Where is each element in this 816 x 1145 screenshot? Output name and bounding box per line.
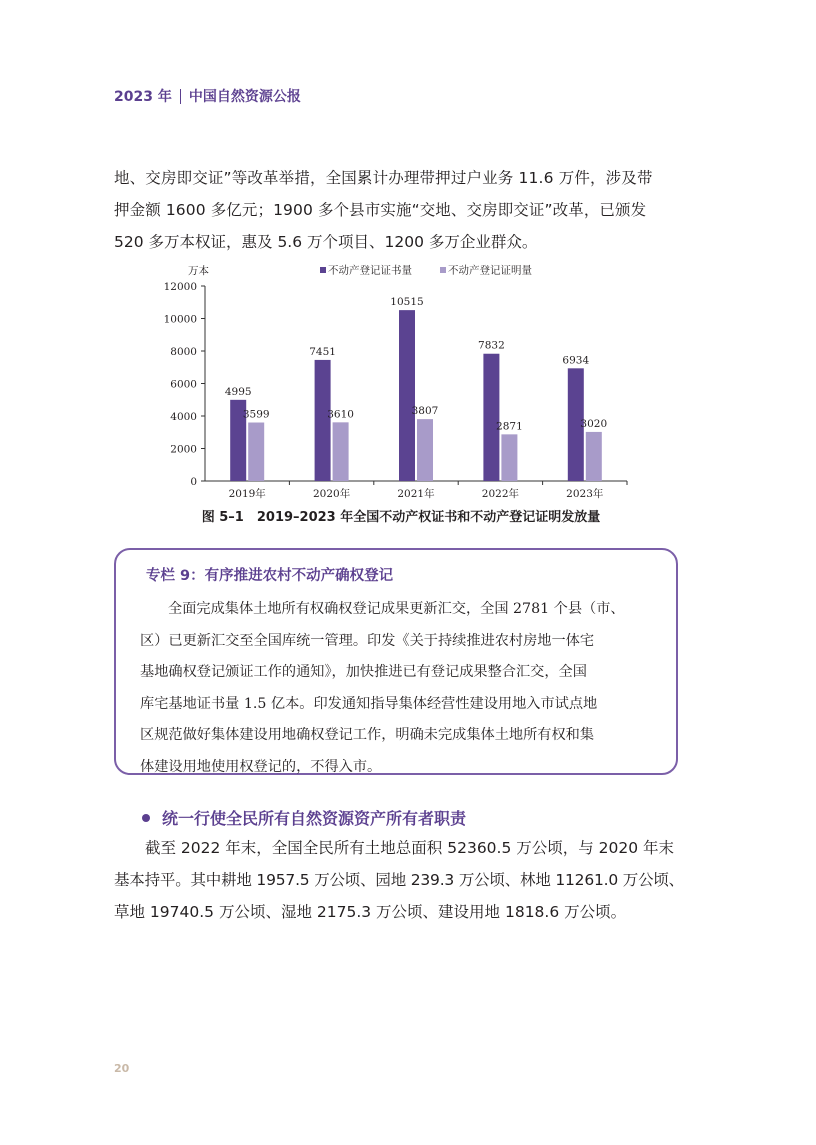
bar [501, 434, 517, 481]
header-title: 中国自然资源公报 [188, 89, 301, 105]
paragraph-line: 基本持平。其中耕地 1957.5 万公顷、园地 239.3 万公顷、林地 11261.0 万公顷、 [114, 871, 684, 889]
body-paragraph [114, 832, 688, 928]
y-tick-label: 4000 [170, 411, 197, 423]
box-body [140, 594, 660, 783]
header-separator [180, 89, 181, 104]
paragraph-line: 520 多万本权证，惠及 5.6 万个项目、1200 多万企业群众。 [114, 233, 538, 251]
data-label: 4995 [224, 385, 252, 398]
x-tick-label: 2021年 [397, 488, 435, 500]
box-line: 基地确权登记颁证工作的通知》，加快推进已有登记成果整合汇交，全国 [140, 664, 587, 680]
data-label: 2871 [496, 420, 523, 433]
paragraph-line: 截至 2022 年末，全国全民所有土地总面积 52360.5 万公顷，与 2020 年末 [145, 839, 675, 857]
header-year: 2023 年 [114, 89, 172, 105]
box-line: 区）已更新汇交至全国库统一管理。印发《关于持续推进农村房地一体宅 [140, 632, 595, 649]
bar [417, 419, 433, 481]
bar-chart [160, 258, 640, 508]
x-tick-label: 2023年 [566, 488, 604, 500]
legend-swatch [440, 267, 446, 273]
legend-label: 不动产登记证明量 [448, 264, 532, 277]
feature-box [114, 548, 678, 775]
bar [248, 423, 264, 481]
legend-label: 不动产登记证书量 [328, 264, 412, 277]
data-label: 3020 [580, 417, 608, 430]
box-line: 全面完成集体土地所有权确权登记成果更新汇交，全国 2781 个县（市、 [168, 601, 625, 617]
y-tick-label: 2000 [170, 443, 197, 456]
data-label: 7832 [478, 339, 505, 352]
box-line: 区规范做好集体建设用地确权登记工作，明确未完成集体土地所有权和集 [140, 727, 595, 743]
data-label: 3599 [242, 408, 270, 421]
box-line: 体建设用地使用权登记的，不得入市。 [140, 758, 382, 775]
y-tick-label: 12000 [163, 281, 197, 293]
bar [399, 310, 415, 481]
y-tick-label: 0 [190, 476, 197, 488]
bar [333, 422, 349, 481]
paragraph-line: 草地 19740.5 万公顷、湿地 2175.3 万公顷、建设用地 1818.6 万公顷。 [114, 903, 627, 921]
bar [483, 354, 499, 481]
box-title: 专栏 9：有序推进农村不动产确权登记 [146, 568, 394, 584]
bar [315, 360, 331, 481]
intro-paragraph [114, 162, 688, 258]
x-tick-label: 2020年 [312, 488, 351, 500]
paragraph-line: 地、交房即交证”等改革举措，全国累计办理带押过户业务 11.6 万件，涉及带 [114, 169, 653, 187]
x-tick-label: 2019年 [228, 488, 266, 500]
legend-swatch [320, 267, 326, 273]
page-header [114, 86, 301, 106]
y-tick-label: 6000 [170, 378, 197, 391]
data-label: 7451 [309, 345, 336, 358]
y-axis-unit-label: 万本 [188, 265, 209, 277]
x-tick-label: 2022年 [481, 488, 520, 500]
data-label: 6934 [562, 354, 590, 367]
y-tick-label: 8000 [170, 346, 197, 358]
y-tick-label: 10000 [163, 313, 197, 326]
bar [586, 432, 602, 481]
data-label: 3610 [327, 408, 354, 421]
section-title: 统一行使全民所有自然资源资产所有者职责 [162, 809, 467, 828]
page-number: 20 [114, 1062, 130, 1075]
section-heading [142, 806, 466, 829]
paragraph-line: 押金额 1600 多亿元；1900 多个县市实施“交地、交房即交证”改革，已颁发 [114, 201, 647, 219]
chart-caption: 图 5–1 2019–2023 年全国不动产权证书和不动产登记证明发放量 [201, 510, 601, 525]
data-label: 10515 [390, 296, 424, 309]
bullet-icon [142, 814, 150, 822]
box-line: 库宅基地证书量 1.5 亿本。印发通知指导集体经营性建设用地入市试点地 [140, 695, 598, 712]
data-label: 3807 [411, 405, 439, 418]
